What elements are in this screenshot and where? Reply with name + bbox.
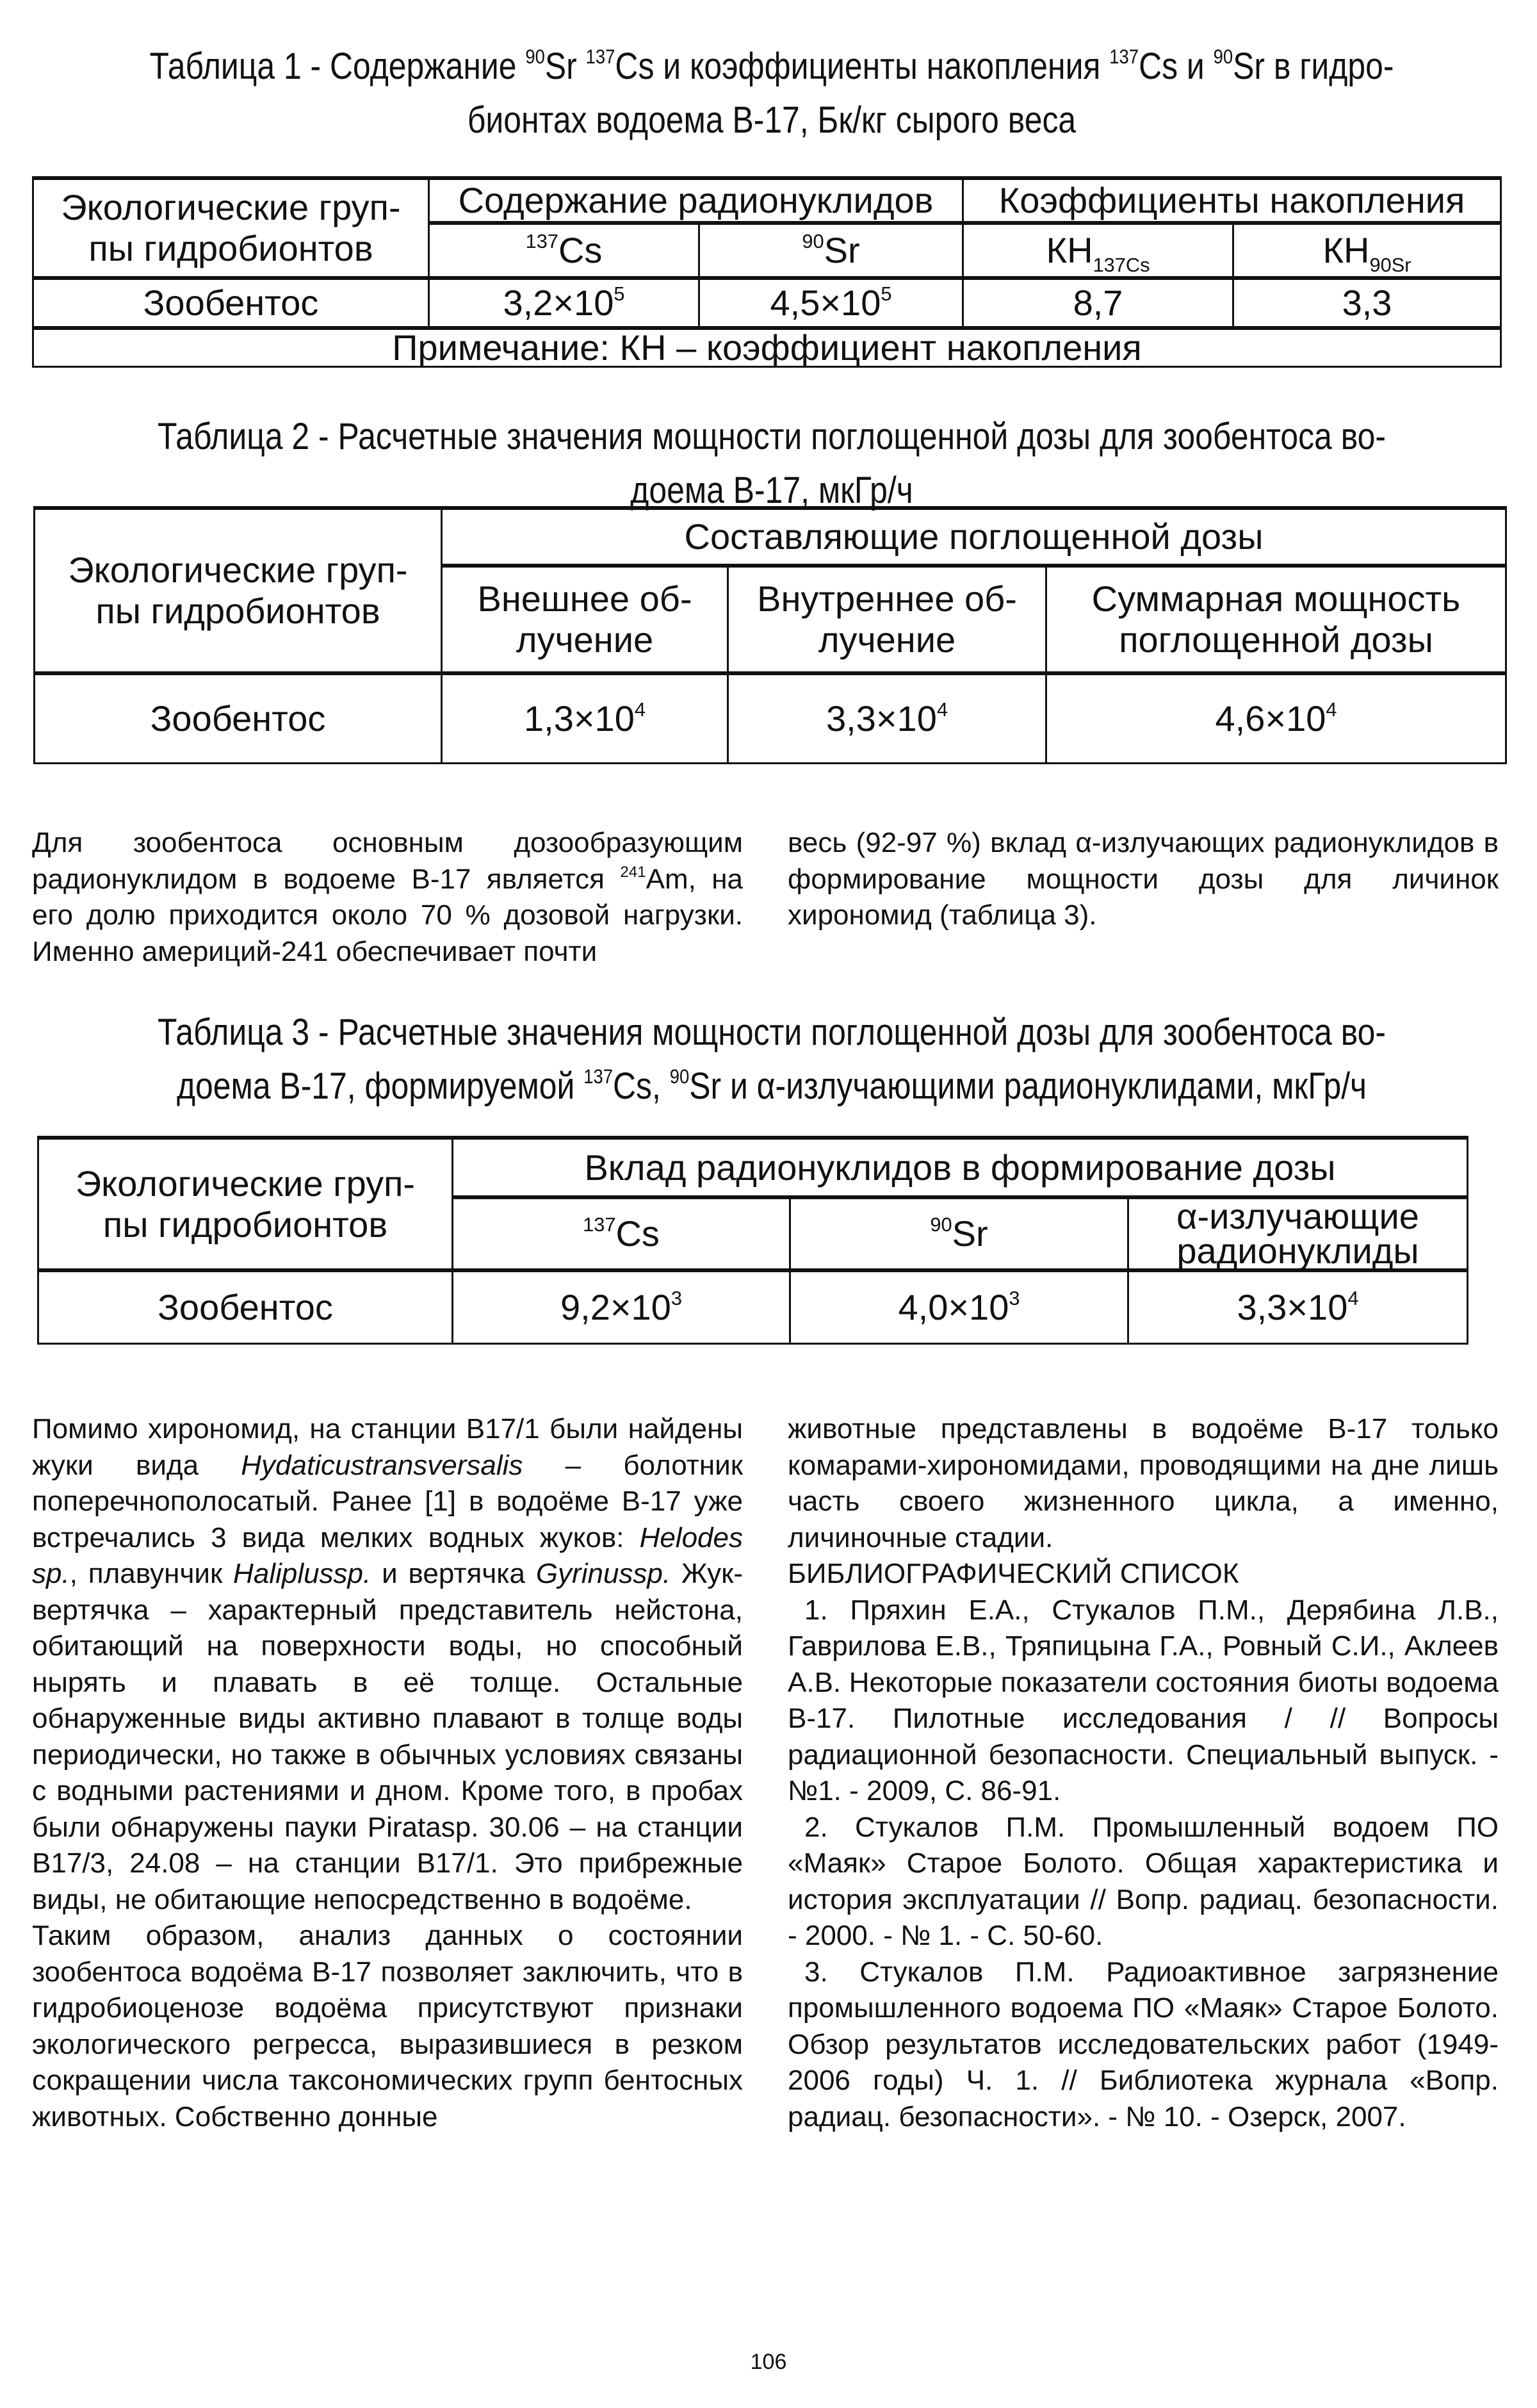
caption-text: Таблица 2 - Расчетные значения мощности поглощенной дозы для зообентоса во- (157, 416, 1386, 457)
isotope-symbol: Cs (558, 230, 603, 270)
exponent: 3 (1009, 1286, 1020, 1309)
header-cs137 (429, 223, 699, 278)
header-text: Экологические груп- (75, 1163, 416, 1204)
text: , плавунчик (69, 1558, 234, 1589)
header-text: пы гидробионтов (88, 228, 373, 268)
cell-sr (699, 278, 963, 328)
isotope-symbol: Sr (824, 230, 860, 270)
value: 1,3×10 (524, 698, 635, 739)
value: 4,6×10 (1215, 698, 1326, 739)
isotope-symbol: Sr (952, 1213, 988, 1254)
paragraph: животные представлены в водоёме В-17 только комарами-хирономидами, проводящими на дне лишь часть своего жизненного цикла, а именно, личиночные стадии. (788, 1413, 1499, 1553)
exponent: 4 (634, 698, 646, 721)
header-cs137 (453, 1197, 790, 1270)
table2-caption (141, 410, 1402, 518)
body-left-column (32, 1411, 743, 2135)
isotope-mass: 90 (669, 1065, 690, 1088)
header-text: лучение (516, 619, 654, 660)
isotope-mass: 137 (1109, 45, 1139, 69)
cell-total (1046, 673, 1506, 763)
isotope-mass: 90 (802, 229, 824, 252)
caption-text: Cs и коэффициенты накопления (615, 45, 1110, 87)
isotope-mass: 90 (1213, 45, 1233, 69)
table-row (35, 673, 1506, 763)
table1 (32, 176, 1502, 368)
header-text: лучение (818, 619, 956, 660)
header-text: α-излучающие (1176, 1196, 1419, 1236)
header-text: пы гидробионтов (102, 1204, 388, 1245)
exponent: 5 (614, 282, 625, 305)
caption-text: Sr в гидро- (1233, 45, 1394, 87)
caption-text: бионтах водоема В-17, Бк/кг сырого веса (467, 99, 1077, 141)
text: Для зообентоса основным дозообразующим радионуклидом в водоеме В-17 является (32, 827, 743, 895)
header-text: Суммарная мощность (1091, 578, 1461, 619)
cell-cs (453, 1270, 790, 1343)
reference-item: 1. Пряхин Е.А., Стукалов П.М., Дерябина Л.В., Гаврилова Е.В., Тряпицына Г.А., Ровный С.И., Аклеев А.В. Некоторые показатели состояния биоты водоема В-17. Пилотные исследования / // Вопросы радиационной безопасности. Специальный выпуск. - №1. - 2009, С. 86-91. (788, 1594, 1499, 1806)
header-sr90 (699, 223, 963, 278)
reference-item: 3. Стукалов П.М. Радиоактивное загрязнение промышленного водоема ПО «Маяк» Старое Болото. Обзор результатов исследовательских работ (1949-2006 годы) Ч. 1. // Библиотека журнала «Вопр. радиац. безопасности». - № 10. - Озерск, 2007. (788, 1956, 1499, 2133)
header-components: Составляющие поглощенной дозы (442, 508, 1506, 566)
table1-caption (141, 40, 1402, 147)
header-external (442, 566, 728, 673)
exponent: 4 (1347, 1286, 1359, 1309)
caption-text: доема В-17, формируемой (176, 1065, 584, 1107)
cell-group: Зообентос (33, 278, 429, 328)
isotope-mass: 90 (525, 45, 545, 69)
kn-label: КН (1322, 230, 1370, 270)
caption-text: доема В-17, мкГр/ч (630, 470, 913, 511)
header-sr90 (790, 1197, 1128, 1270)
header-kn-cs (963, 223, 1233, 278)
table2 (33, 506, 1507, 764)
paragraph: Таким образом, анализ данных о состоянии зообентоса водоёма В-17 позволяет заключить, что в гидробиоценозе водоёма присутствуют признаки экологического регресса, выразившиеся в резком сокращении числа таксономических групп бентосных животных. Собственно донные (32, 1920, 743, 2133)
caption-text: Cs и (1139, 45, 1214, 87)
header-text: пы гидробионтов (95, 591, 380, 631)
table-note: Примечание: КН – коэффициент накопления (33, 328, 1501, 367)
paragraph-left-1 (32, 825, 743, 970)
table3-caption (141, 1006, 1402, 1113)
species-name: Hydaticustransversalis (241, 1449, 523, 1481)
cell-cs (429, 278, 699, 328)
species-name: Gyrinussp. (535, 1558, 671, 1589)
header-group (35, 508, 442, 673)
header-content: Содержание радионуклидов (429, 178, 963, 223)
value: 4,0×10 (898, 1286, 1009, 1327)
header-group (38, 1138, 453, 1270)
text: Помимо хирономид, на станции В17/1 были найдены жуки вида (32, 1413, 743, 1481)
header-kn-sr (1233, 223, 1501, 278)
caption-text: Sr (544, 45, 586, 87)
page-number: 106 (750, 2350, 787, 2374)
cell-sr (790, 1270, 1128, 1343)
paragraph-right-1 (788, 825, 1499, 934)
caption-text: Таблица 3 - Расчетные значения мощности поглощенной дозы для зообентоса во- (157, 1012, 1386, 1053)
isotope-symbol: Cs (615, 1213, 660, 1254)
text: Жук-вертячка – характерный представитель нейстона, обитающий на поверхности воды, но способный нырять и плавать в её толще. Остальные обнаруженные виды активно плавают в толще воды периодически, но также в обычных условиях связаны с водными растениями и дном. Кроме того, в пробах были обнаружены пауки Piratasp. 30.06 – на станции В17/3, 24.08 – на станции В17/1. Это прибрежные виды, не обитающие непосредственно в водоёме. (32, 1558, 744, 1915)
table-row (38, 1270, 1468, 1343)
header-text: Внутреннее об- (757, 578, 1017, 619)
table-row (33, 278, 1501, 328)
caption-text: Sr и α-излучающими радионуклидами, мкГр/ч (689, 1065, 1367, 1107)
isotope-mass: 137 (583, 1213, 616, 1236)
table3 (37, 1136, 1468, 1345)
cell-group: Зообентос (35, 673, 442, 763)
body-right-column (788, 1411, 1499, 2135)
text: Am, на его долю приходится около 70 % дозовой нагрузки. Именно америций-241 обеспечивает почти (32, 863, 744, 967)
value: 3,3×10 (1237, 1286, 1348, 1327)
isotope-mass: 241 (620, 863, 646, 881)
cell-kn-cs: 8,7 (963, 278, 1233, 328)
paragraph (32, 1411, 743, 1918)
reference-item: 2. Стукалов П.М. Промышленный водоем ПО «Маяк» Старое Болото. Общая характеристика и история эксплуатации // Вопр. радиац. безопасности. - 2000. - № 1. - С. 50-60. (788, 1811, 1499, 1951)
species-name: Helodes sp. (32, 1521, 743, 1589)
caption-text: Таблица 1 - Содержание (149, 45, 526, 87)
header-text: Экологические груп- (61, 187, 401, 227)
text: и вертячка (371, 1558, 536, 1589)
header-text: радионуклиды (1176, 1231, 1419, 1271)
header-total (1046, 566, 1506, 673)
cell-group: Зообентос (38, 1270, 453, 1343)
isotope-mass: 137 (583, 1065, 614, 1088)
kn-subscript: 90Sr (1369, 253, 1411, 276)
header-alpha (1128, 1197, 1468, 1270)
exponent: 3 (671, 1286, 682, 1309)
isotope-mass: 137 (525, 229, 558, 252)
exponent: 5 (881, 282, 892, 305)
kn-subscript: 137Cs (1093, 253, 1150, 276)
header-internal (728, 566, 1046, 673)
value: 4,5×10 (770, 283, 881, 323)
cell-external (442, 673, 728, 763)
header-text: поглощенной дозы (1119, 619, 1433, 660)
kn-label: КН (1046, 230, 1093, 270)
exponent: 4 (1326, 698, 1337, 721)
text: – болотник поперечнополосатый. Ранее [1] в водоёме В-17 уже встречались 3 вида мелких водных жуков: (32, 1449, 743, 1553)
header-contribution: Вклад радионуклидов в формирование дозы (453, 1138, 1468, 1197)
text: весь (92-97 %) вклад α-излучающих радионуклидов в формирование мощности дозы для личинок хирономид (таблица 3). (788, 827, 1499, 931)
header-coefficients: Коэффициенты накопления (963, 178, 1501, 223)
value: 3,3×10 (826, 698, 937, 739)
cell-internal (728, 673, 1046, 763)
cell-kn-sr: 3,3 (1233, 278, 1501, 328)
value: 9,2×10 (560, 1286, 671, 1327)
header-group (33, 178, 429, 278)
caption-text: Cs, (613, 1065, 670, 1107)
isotope-mass: 137 (585, 45, 615, 69)
header-text: Экологические груп- (68, 550, 408, 590)
exponent: 4 (936, 698, 948, 721)
header-text: Внешнее об- (477, 578, 692, 619)
value: 3,2×10 (503, 283, 614, 323)
isotope-mass: 90 (930, 1213, 952, 1236)
species-name: Haliplussp. (233, 1558, 371, 1589)
bibliography-title: БИБЛИОГРАФИЧЕСКИЙ СПИСОК (788, 1558, 1239, 1589)
cell-alpha (1128, 1270, 1468, 1343)
